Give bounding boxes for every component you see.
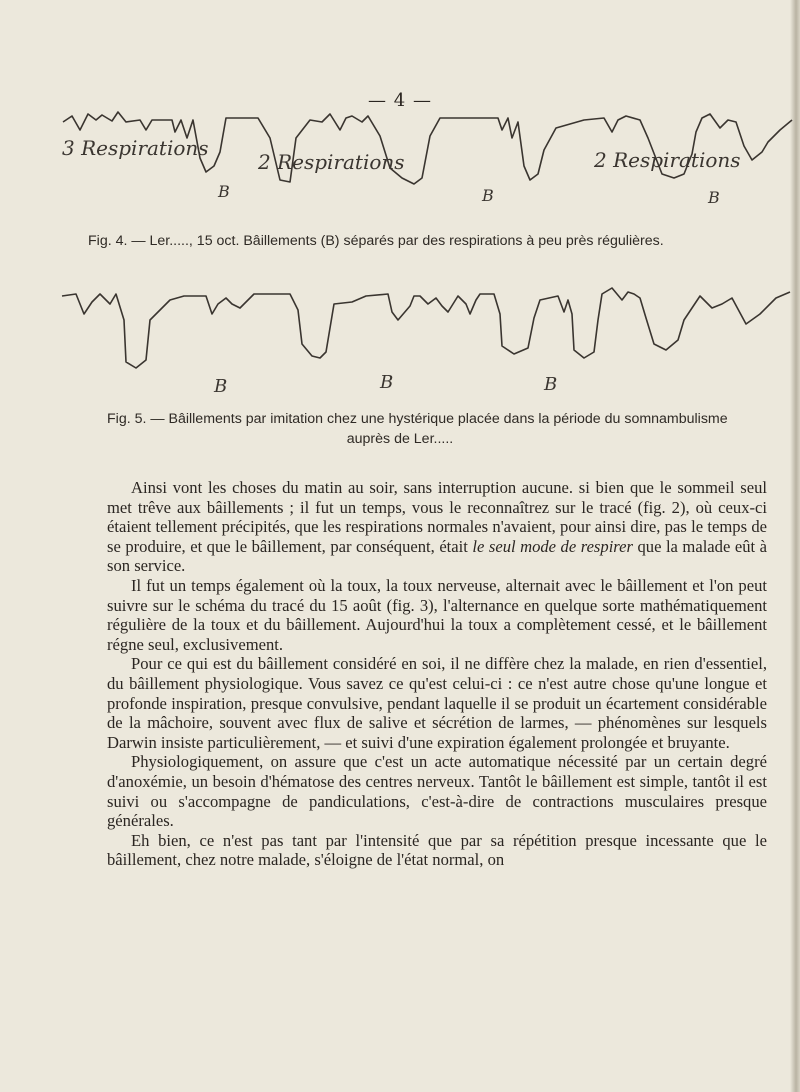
emphasis-seul-mode: le seul mode de respirer	[472, 536, 633, 556]
figure-4-label-respirations-3: 2 Respirations	[594, 148, 741, 172]
figure-4-label-bailement-1: B	[218, 182, 230, 201]
figure-4-label-respirations-1: 3 Respirations	[62, 136, 209, 160]
figure-5-trace-line	[62, 288, 790, 368]
page-number: — 4 —	[368, 90, 432, 111]
figure-4-label-bailement-3: B	[708, 188, 720, 207]
figure-4-label-respirations-2: 2 Respirations	[258, 150, 405, 174]
figure-4-caption: Fig. 4. — Ler....., 15 oct. Bâillements (B) séparés par des respirations à peu près régulières.	[88, 233, 664, 249]
body-text	[107, 478, 767, 870]
paragraph-5: Eh bien, ce n'est pas tant par l'intensité que par sa répétition presque incessante que le bâillement, chez notre malade, s'éloigne de l'état normal, on	[107, 830, 767, 870]
paragraph-1: Ainsi vont les choses du matin au soir, sans interruption aucune. si bien que le sommeil seul met trêve aux bâillements ; il fut un temps, vous le reconnaîtrez sur le tracé (fig. 2), où ceux-ci étaient tellement précipités, que les respirations normales n'avaient, pour ainsi dire, pas le temps de se produire, et que le bâillement, par conséquent, était le seul mode de respirer que la malade eût à son service.	[107, 478, 767, 576]
figure-5-caption-line-1: Fig. 5. — Bâillements par imitation chez une hystérique placée dans la période du somnambulisme	[107, 411, 728, 427]
figure-5-label-bailement-2: B	[380, 372, 394, 393]
paragraph-3: Pour ce qui est du bâillement considéré en soi, il ne diffère chez la malade, en rien d'essentiel, du bâillement physiologique. Vous savez ce qu'est celui-ci : ce n'est autre chose qu'une longue et profonde inspiration, presque convulsive, pendant laquelle il se produit un écartement considérable de la mâchoire, souvent avec flux de salive et sécrétion de larmes, — phénomènes sur lesquels Darwin insiste particulièrement, — et suivi d'une expiration également prolongée et bruyante.	[107, 654, 767, 752]
figure-4-label-bailement-2: B	[482, 186, 494, 205]
figure-5-caption-line-2: auprès de Ler.....	[346, 431, 454, 447]
figure-5-label-bailement-1: B	[214, 376, 228, 397]
paragraph-4: Physiologiquement, on assure que c'est un acte automatique nécessité par un certain degré d'anoxémie, un besoin d'hématose des centres nerveux. Tantôt le bâillement est simple, tantôt il est suivi ou s'accompagne de pandiculations, c'est-à-dire de contractions musculaires presque générales.	[107, 752, 767, 831]
figure-5-tracing	[0, 284, 800, 402]
paragraph-2: Il fut un temps également où la toux, la toux nerveuse, alternait avec le bâillement et l'on peut suivre sur le schéma du tracé du 15 août (fig. 3), l'alternance en quelque sorte mathématiquement régulière de la toux et du bâillement. Aujourd'hui la toux a complètement cessé, et le bâillement régne seul, exclusivement.	[107, 575, 767, 654]
figure-5-label-bailement-3: B	[544, 374, 558, 395]
